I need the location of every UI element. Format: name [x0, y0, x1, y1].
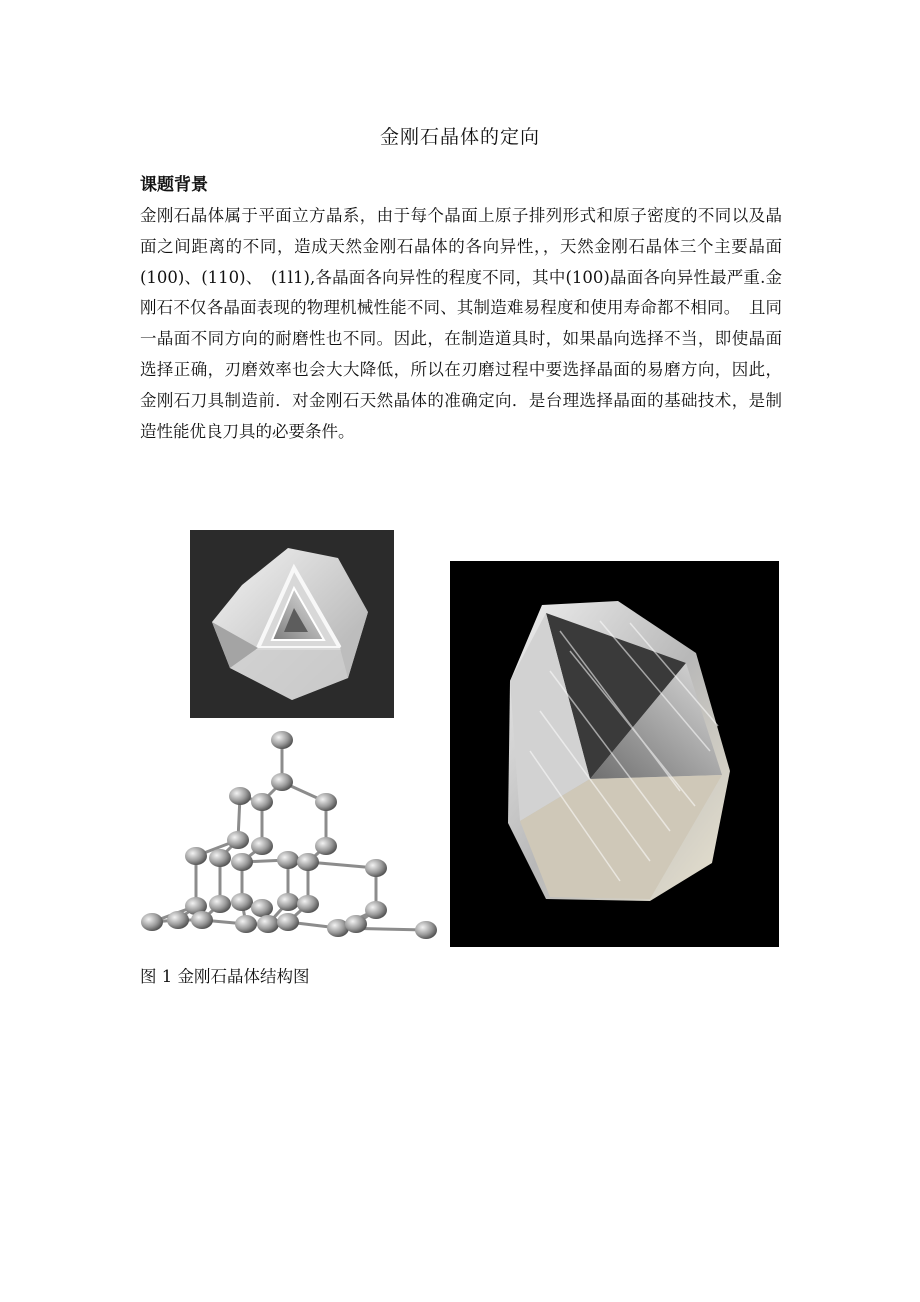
lattice-atom	[191, 911, 213, 929]
lattice-atom	[141, 913, 163, 931]
lattice-atom	[271, 773, 293, 791]
lattice-atom	[251, 793, 273, 811]
lattice-atom	[365, 859, 387, 877]
lattice-atom	[227, 831, 249, 849]
lattice-atom	[209, 849, 231, 867]
lattice-atom	[231, 853, 253, 871]
lattice-atom	[315, 837, 337, 855]
lattice-atom	[257, 915, 279, 933]
rough-diamond-crystal-photo	[450, 561, 779, 947]
lattice-atom	[415, 921, 437, 939]
page-title: 金刚石晶体的定向	[379, 126, 540, 148]
lattice-atom	[297, 853, 319, 871]
lattice-atom	[231, 893, 253, 911]
lattice-atom	[235, 915, 257, 933]
figure-caption: 图 1 金刚石晶体结构图	[140, 967, 310, 986]
section-heading: 课题背景	[140, 175, 208, 195]
lattice-atom	[185, 847, 207, 865]
lattice-atom	[315, 793, 337, 811]
diamond-lattice-ball-stick-model	[138, 728, 444, 944]
lattice-atom	[277, 913, 299, 931]
lattice-atom	[277, 893, 299, 911]
lattice-atom	[365, 901, 387, 919]
lattice-atom	[229, 787, 251, 805]
lattice-atom	[251, 837, 273, 855]
lattice-atom	[251, 899, 273, 917]
lattice-atom	[345, 915, 367, 933]
lattice-atom	[209, 895, 231, 913]
lattice-atom	[271, 731, 293, 749]
lattice-atom	[297, 895, 319, 913]
lattice-atom	[167, 911, 189, 929]
lattice-atom	[277, 851, 299, 869]
body-paragraph: 金刚石晶体属于平面立方晶系，由于每个晶面上原子排列形式和原子密度的不同以及晶面之间距离的不同，造成天然金刚石晶体的各向异性，，天然金刚石晶体三个主要晶面(100)、(110)、 (1l1),各晶面各向异性的程度不同，其中(100)晶面各向异性最严重.金刚石不仅各晶面表现的物理机械性能不同、其制造难易程度和使用寿命都不相同。 且同一晶面不同方向的耐磨性也不同。因此，在制造道具时，如果晶向选择不当，即使晶面选择正确，刃磨效率也会大大降低，所以在刃磨过程中要选择晶面的易磨方向，因此，金刚石刀具制造前．对金刚石天然晶体的准确定向．是台理选择晶面的基础技术，是制造性能优良刀具的必要条件。	[140, 206, 782, 441]
octahedral-diamond-crystal-photo	[190, 530, 394, 718]
